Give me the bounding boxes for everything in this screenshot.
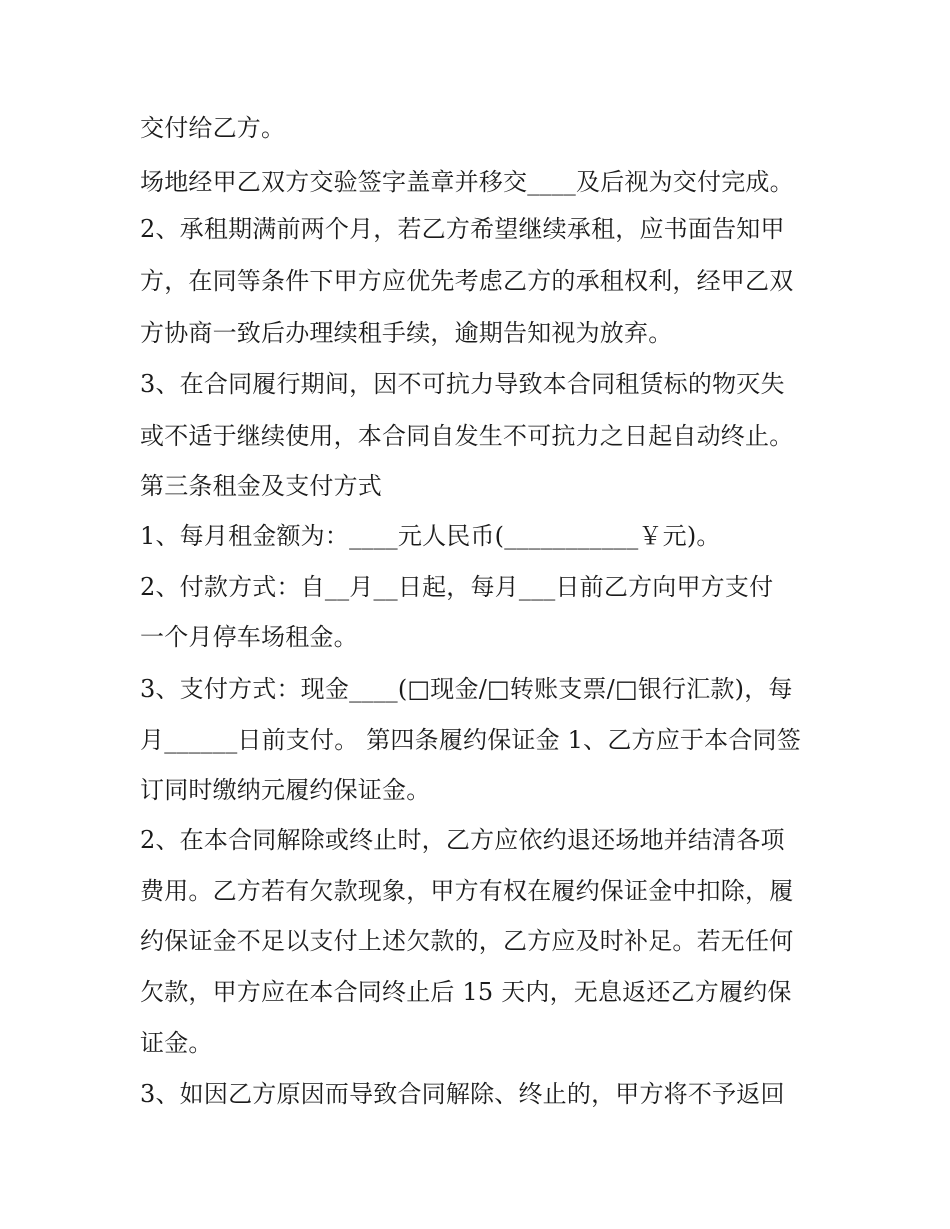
text-line: 2、付款方式：自__月__日起，每月___日前乙方向甲方支付	[140, 573, 774, 601]
text-line: 约保证金不足以支付上述欠款的，乙方应及时补足。若无任何	[140, 927, 794, 955]
text-line: 3、支付方式：现金____(□现金/□转账支票/□银行汇款)，每	[140, 675, 793, 703]
text-line: 场地经甲乙双方交验签字盖章并移交____及后视为交付完成。	[140, 168, 794, 196]
text-line: 3、如因乙方原因而导致合同解除、终止的，甲方将不予返回	[140, 1080, 785, 1108]
text-line: 费用。乙方若有欠款现象，甲方有权在履约保证金中扣除，履	[140, 877, 794, 905]
text-line: 证金。	[140, 1029, 213, 1057]
text-line: 订同时缴纳元履约保证金。	[140, 776, 431, 804]
text-line: 1、每月租金额为：____元人民币(___________￥元)。	[140, 522, 721, 550]
text-line: 方，在同等条件下甲方应优先考虑乙方的承租权利，经甲乙双	[140, 267, 794, 295]
text-line: 方协商一致后办理续租手续，逾期告知视为放弃。	[140, 319, 673, 347]
text-line: 3、在合同履行期间，因不可抗力导致本合同租赁标的物灭失	[140, 370, 785, 398]
text-line: 2、承租期满前两个月，若乙方希望继续承租，应书面告知甲	[140, 215, 785, 243]
text-line: 月______日前支付。 第四条履约保证金 1、乙方应于本合同签	[140, 726, 801, 754]
text-line: 欠款，甲方应在本合同终止后 15 天内，无息返还乙方履约保	[140, 978, 792, 1006]
text-line: 2、在本合同解除或终止时，乙方应依约退还场地并结清各项	[140, 826, 785, 854]
text-line: 或不适于继续使用，本合同自发生不可抗力之日起自动终止。	[140, 422, 794, 450]
text-line: 一个月停车场租金。	[140, 623, 358, 651]
text-line: 交付给乙方。	[140, 114, 286, 142]
section-heading: 第三条租金及支付方式	[140, 472, 382, 500]
